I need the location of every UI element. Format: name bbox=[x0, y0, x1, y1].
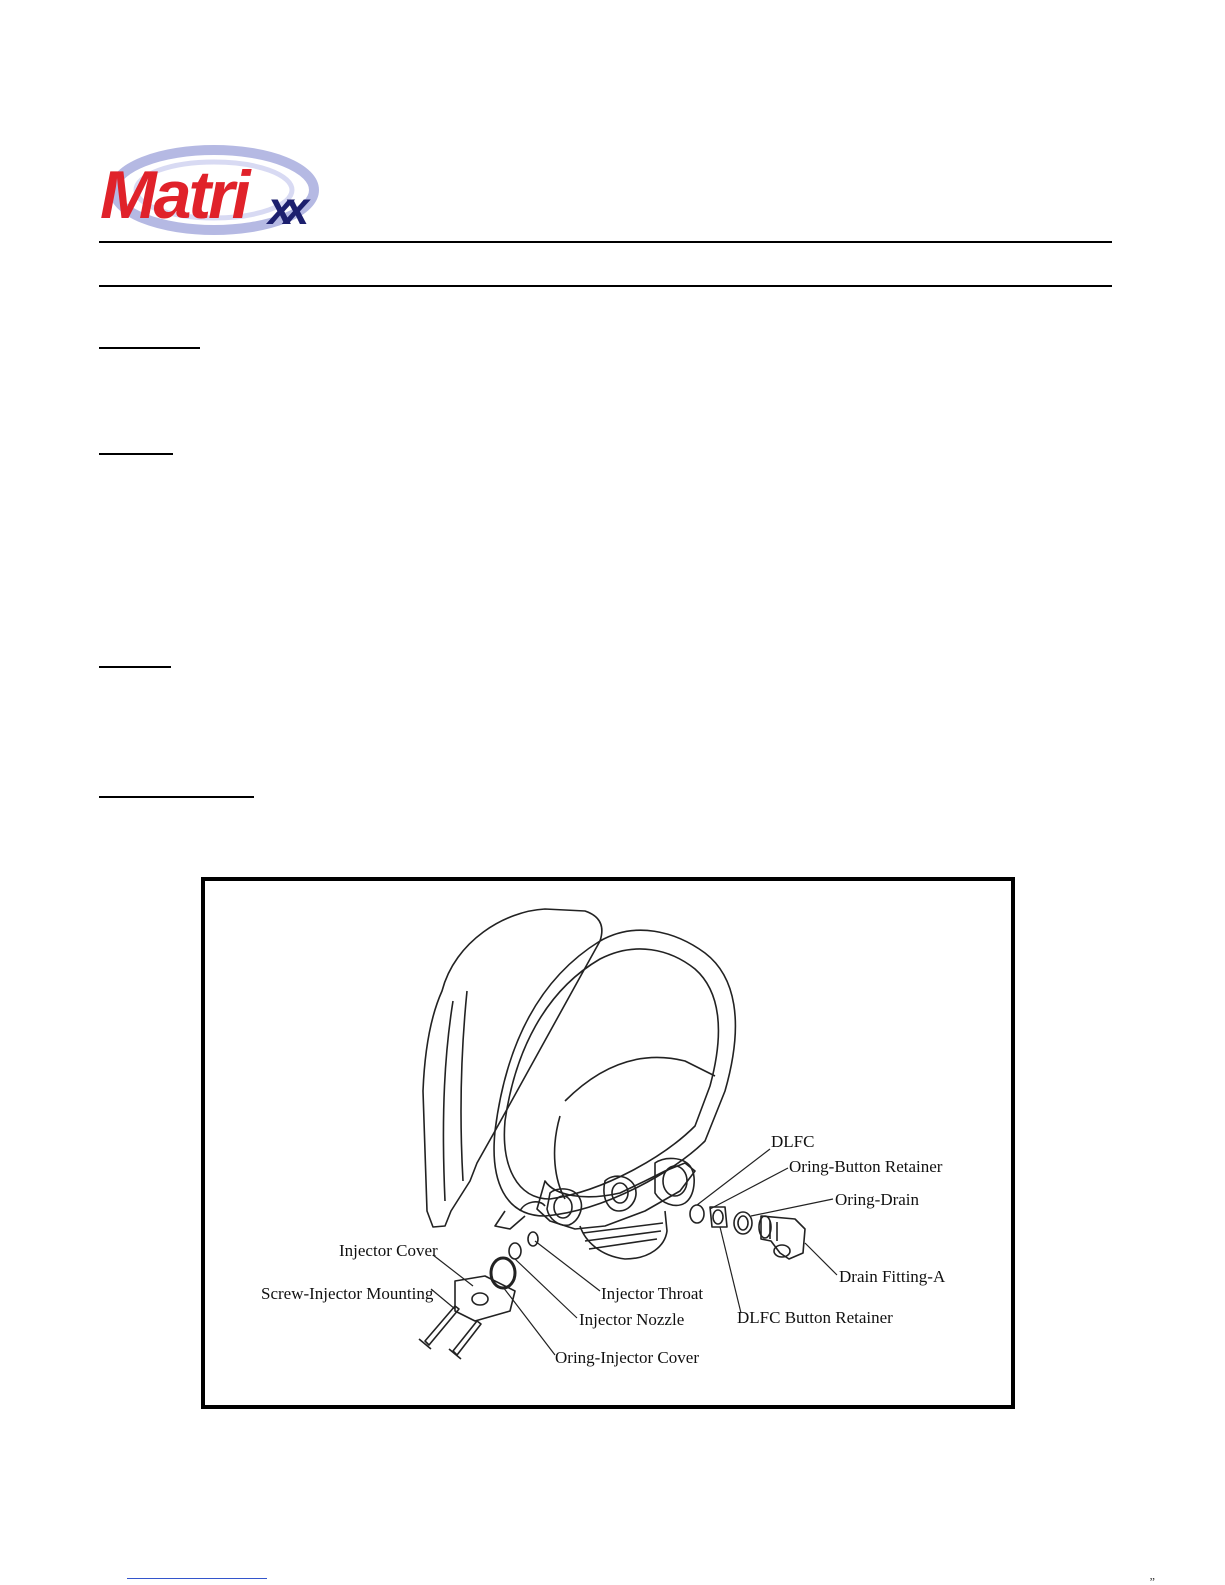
callout-oring-injector-cover: Oring-Injector Cover bbox=[555, 1348, 699, 1367]
section-heading-4 bbox=[99, 796, 254, 798]
header-rule-bottom bbox=[99, 285, 1112, 287]
footer-link[interactable] bbox=[127, 1578, 267, 1579]
callout-drain-fitting-a: Drain Fitting-A bbox=[839, 1267, 946, 1286]
callout-oring-drain: Oring-Drain bbox=[835, 1190, 920, 1209]
section-heading-3 bbox=[99, 666, 171, 668]
callout-injector-throat: Injector Throat bbox=[601, 1284, 704, 1303]
section-heading-1 bbox=[99, 347, 200, 349]
matrixx-logo bbox=[96, 138, 326, 238]
injector-throat-part bbox=[509, 1243, 521, 1259]
callout-dlfc-button-retainer: DLFC Button Retainer bbox=[737, 1308, 893, 1327]
callout-dlfc: DLFC bbox=[771, 1132, 815, 1151]
oring-injector-cover-part bbox=[491, 1258, 515, 1288]
logo-xx-text: xx bbox=[268, 182, 300, 234]
exploded-view-figure bbox=[201, 877, 1015, 1409]
screw-injector-mounting-part bbox=[425, 1306, 459, 1345]
injector-cover-part bbox=[455, 1276, 515, 1321]
dlfc-part bbox=[690, 1205, 704, 1223]
callout-oring-button-retainer: Oring-Button Retainer bbox=[789, 1157, 943, 1176]
callout-screw-injector-mounting: Screw-Injector Mounting bbox=[261, 1284, 434, 1303]
footer-marks: „ bbox=[1149, 1568, 1155, 1582]
injector-nozzle-part bbox=[528, 1232, 538, 1246]
logo-matri-text: Matri bbox=[100, 157, 248, 233]
controller-housing bbox=[423, 909, 602, 1227]
callout-injector-nozzle: Injector Nozzle bbox=[579, 1310, 685, 1329]
callout-injector-cover: Injector Cover bbox=[339, 1241, 438, 1260]
section-heading-2 bbox=[99, 453, 173, 455]
header-rule-top bbox=[99, 241, 1112, 243]
